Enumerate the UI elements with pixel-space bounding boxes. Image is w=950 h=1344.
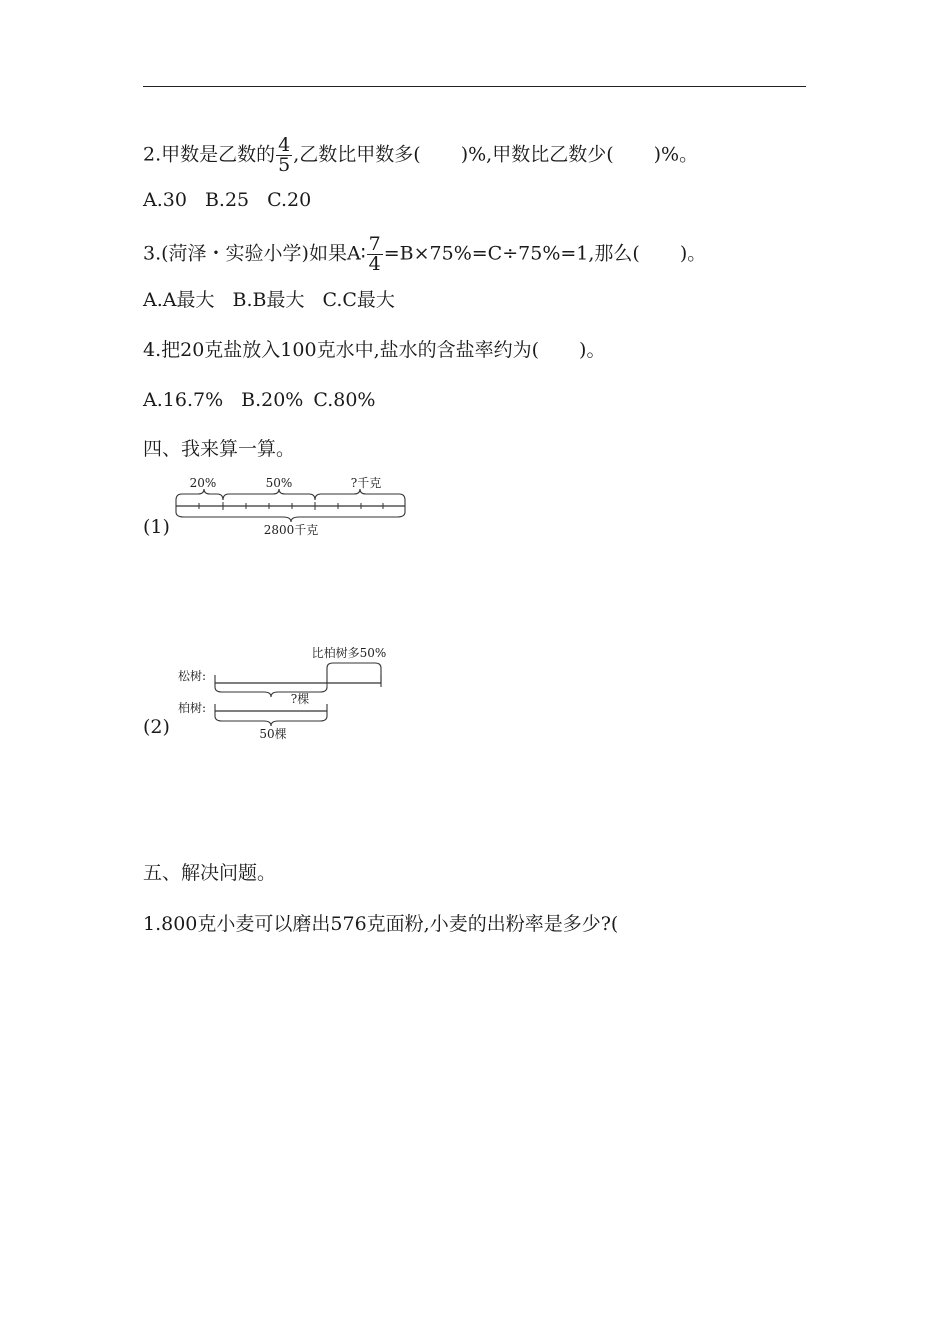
question-2	[143, 136, 698, 175]
q3-fraction	[367, 235, 383, 274]
q2-end: )%。	[653, 143, 699, 166]
diagram-1	[170, 470, 415, 540]
q3-option-b[interactable]: B.B最大	[232, 289, 305, 311]
section-5-question-1: 1.800克小麦可以磨出576克面粉,小麦的出粉率是多少?(	[143, 913, 619, 935]
d2-brace-unknown	[215, 687, 327, 697]
problem-2-label: (2)	[143, 716, 170, 738]
q3-option-c[interactable]: C.C最大	[322, 289, 395, 311]
d2-unknown-label: ?棵	[290, 692, 310, 706]
d1-total-label: 2800千克	[263, 523, 319, 537]
q3-rest: =B×75%=C÷75%=1,那么(	[383, 242, 640, 265]
q3-option-a[interactable]: A.A最大	[143, 289, 215, 311]
q2-prefix: 2.甲数是乙数的	[143, 143, 276, 166]
d1-brace-unknown	[315, 489, 405, 500]
q2-option-b[interactable]: B.25	[204, 189, 250, 211]
q4-option-a[interactable]: A.16.7%	[143, 389, 224, 411]
q4-text: 4.把20克盐放入100克水中,盐水的含盐率约为(	[143, 339, 540, 361]
question-3	[143, 235, 706, 274]
q2-option-c[interactable]: C.20	[267, 189, 312, 211]
d2-compare-label: 比柏树多50%	[311, 646, 387, 660]
q2-options	[143, 188, 311, 212]
question-4	[143, 338, 605, 362]
q3-options	[143, 288, 395, 312]
q2-fraction-denominator: 5	[278, 154, 291, 176]
q3-prefix: 3.(菏泽・实验小学)如果A	[143, 242, 361, 265]
d2-brace-total	[215, 716, 327, 726]
q4-option-b[interactable]: B.20%	[241, 389, 304, 411]
d1-seg1-label: 20%	[189, 476, 217, 490]
q2-mid2: )%,甲数比乙数少(	[460, 143, 614, 166]
q4-options	[143, 388, 376, 412]
q2-fraction	[276, 136, 292, 175]
q4-option-c[interactable]: C.80%	[313, 389, 376, 411]
d1-seg2-label: 50%	[265, 476, 293, 490]
d2-row2-label: 柏树:	[178, 701, 207, 715]
q4-end: )。	[579, 339, 606, 361]
d2-row1-label: 松树:	[178, 669, 207, 683]
q3-fraction-denominator: 4	[368, 253, 381, 275]
q2-mid: ,乙数比甲数多(	[293, 143, 421, 166]
section-4-title: 四、我来算一算。	[143, 438, 296, 460]
section-5-title: 五、解决问题。	[143, 862, 277, 884]
header-rule	[143, 86, 806, 87]
q3-colon: ∶	[360, 242, 366, 265]
d1-brace-50	[223, 489, 315, 500]
d1-seg3-label: ?千克	[350, 476, 382, 490]
diagram-2	[170, 640, 400, 745]
d1-brace-20	[176, 489, 223, 500]
q2-fraction-numerator: 4	[278, 134, 291, 156]
d1-brace-total	[176, 512, 405, 522]
problem-1-label: (1)	[143, 516, 170, 538]
q3-end: )。	[679, 242, 707, 265]
q2-option-a[interactable]: A.30	[143, 189, 187, 211]
q3-fraction-numerator: 7	[368, 233, 381, 255]
d2-total-label: 50棵	[259, 727, 287, 741]
